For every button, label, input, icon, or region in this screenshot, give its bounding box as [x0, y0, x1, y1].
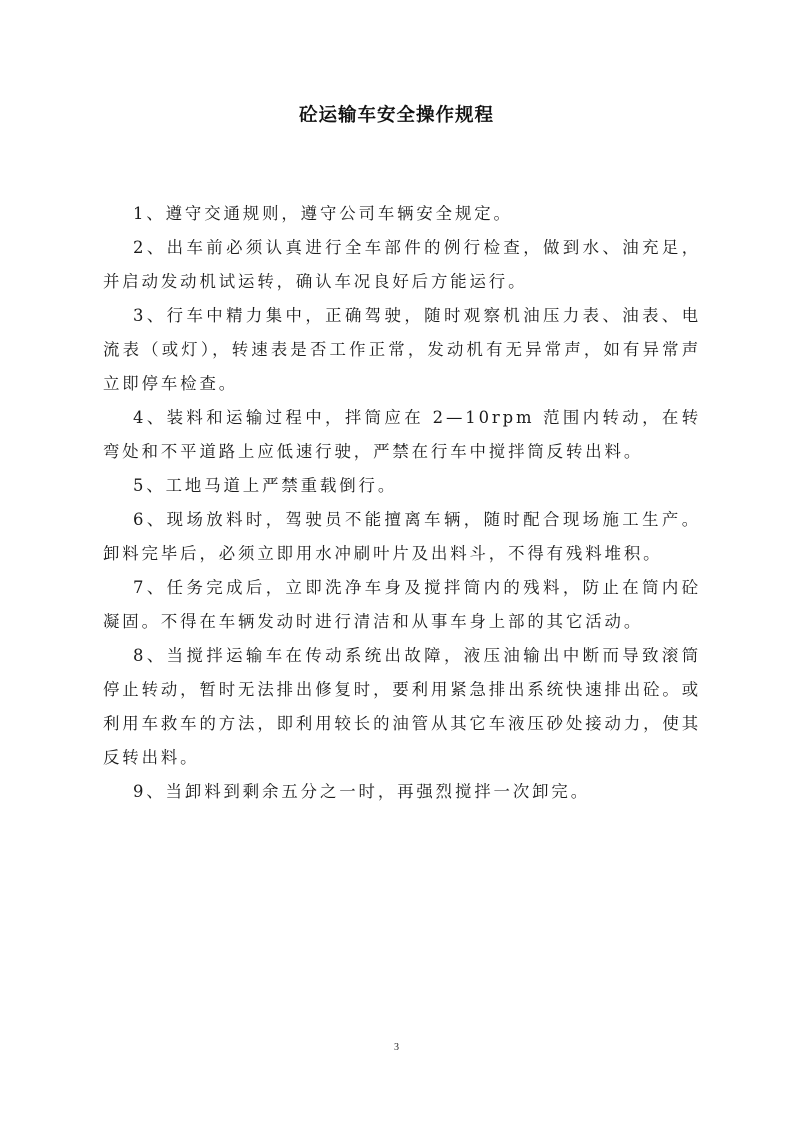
rule-paragraph-5: 5、工地马道上严禁重载倒行。	[133, 476, 398, 495]
rule-paragraph-6: 6、现场放料时，驾驶员不能擅离车辆，随时配合现场施工生产。卸料完毕后，必须立即用水冲刷叶片及出料斗，不得有残料堆积。	[103, 510, 701, 563]
rule-paragraph-4: 4、装料和运输过程中，拌筒应在 2—10rpm 范围内转动，在转弯处和不平道路上应低速行驶，严禁在行车中搅拌筒反转出料。	[103, 408, 701, 461]
rule-paragraph-9: 9、当卸料到剩余五分之一时，再强烈搅拌一次卸完。	[133, 782, 591, 801]
rule-paragraph-3: 3、行车中精力集中，正确驾驶，随时观察机油压力表、油表、电流表（或灯），转速表是否工作正常，发动机有无异常声，如有异常声立即停车检查。	[103, 306, 701, 393]
page-number: 3	[394, 1042, 399, 1053]
rule-paragraph-2: 2、出车前必须认真进行全车部件的例行检查，做到水、油充足，并启动发动机试运转，确认车况良好后方能运行。	[103, 238, 701, 291]
document-title: 砼运输车安全操作规程	[298, 105, 494, 126]
rule-paragraph-7: 7、任务完成后，立即洗净车身及搅拌筒内的残料，防止在筒内砼凝固。不得在车辆发动时进行清洁和从事车身上部的其它活动。	[103, 578, 701, 631]
rule-paragraph-8: 8、当搅拌运输车在传动系统出故障，液压油输出中断而导致滚筒停止转动，暂时无法排出修复时，要利用紧急排出系统快速排出砼。或利用车救车的方法，即利用较长的油管从其它车液压砂处接动力，使其反转出料。	[103, 646, 702, 767]
document-body	[103, 197, 701, 809]
rule-paragraph-1: 1、遵守交通规则，遵守公司车辆安全规定。	[133, 204, 513, 223]
